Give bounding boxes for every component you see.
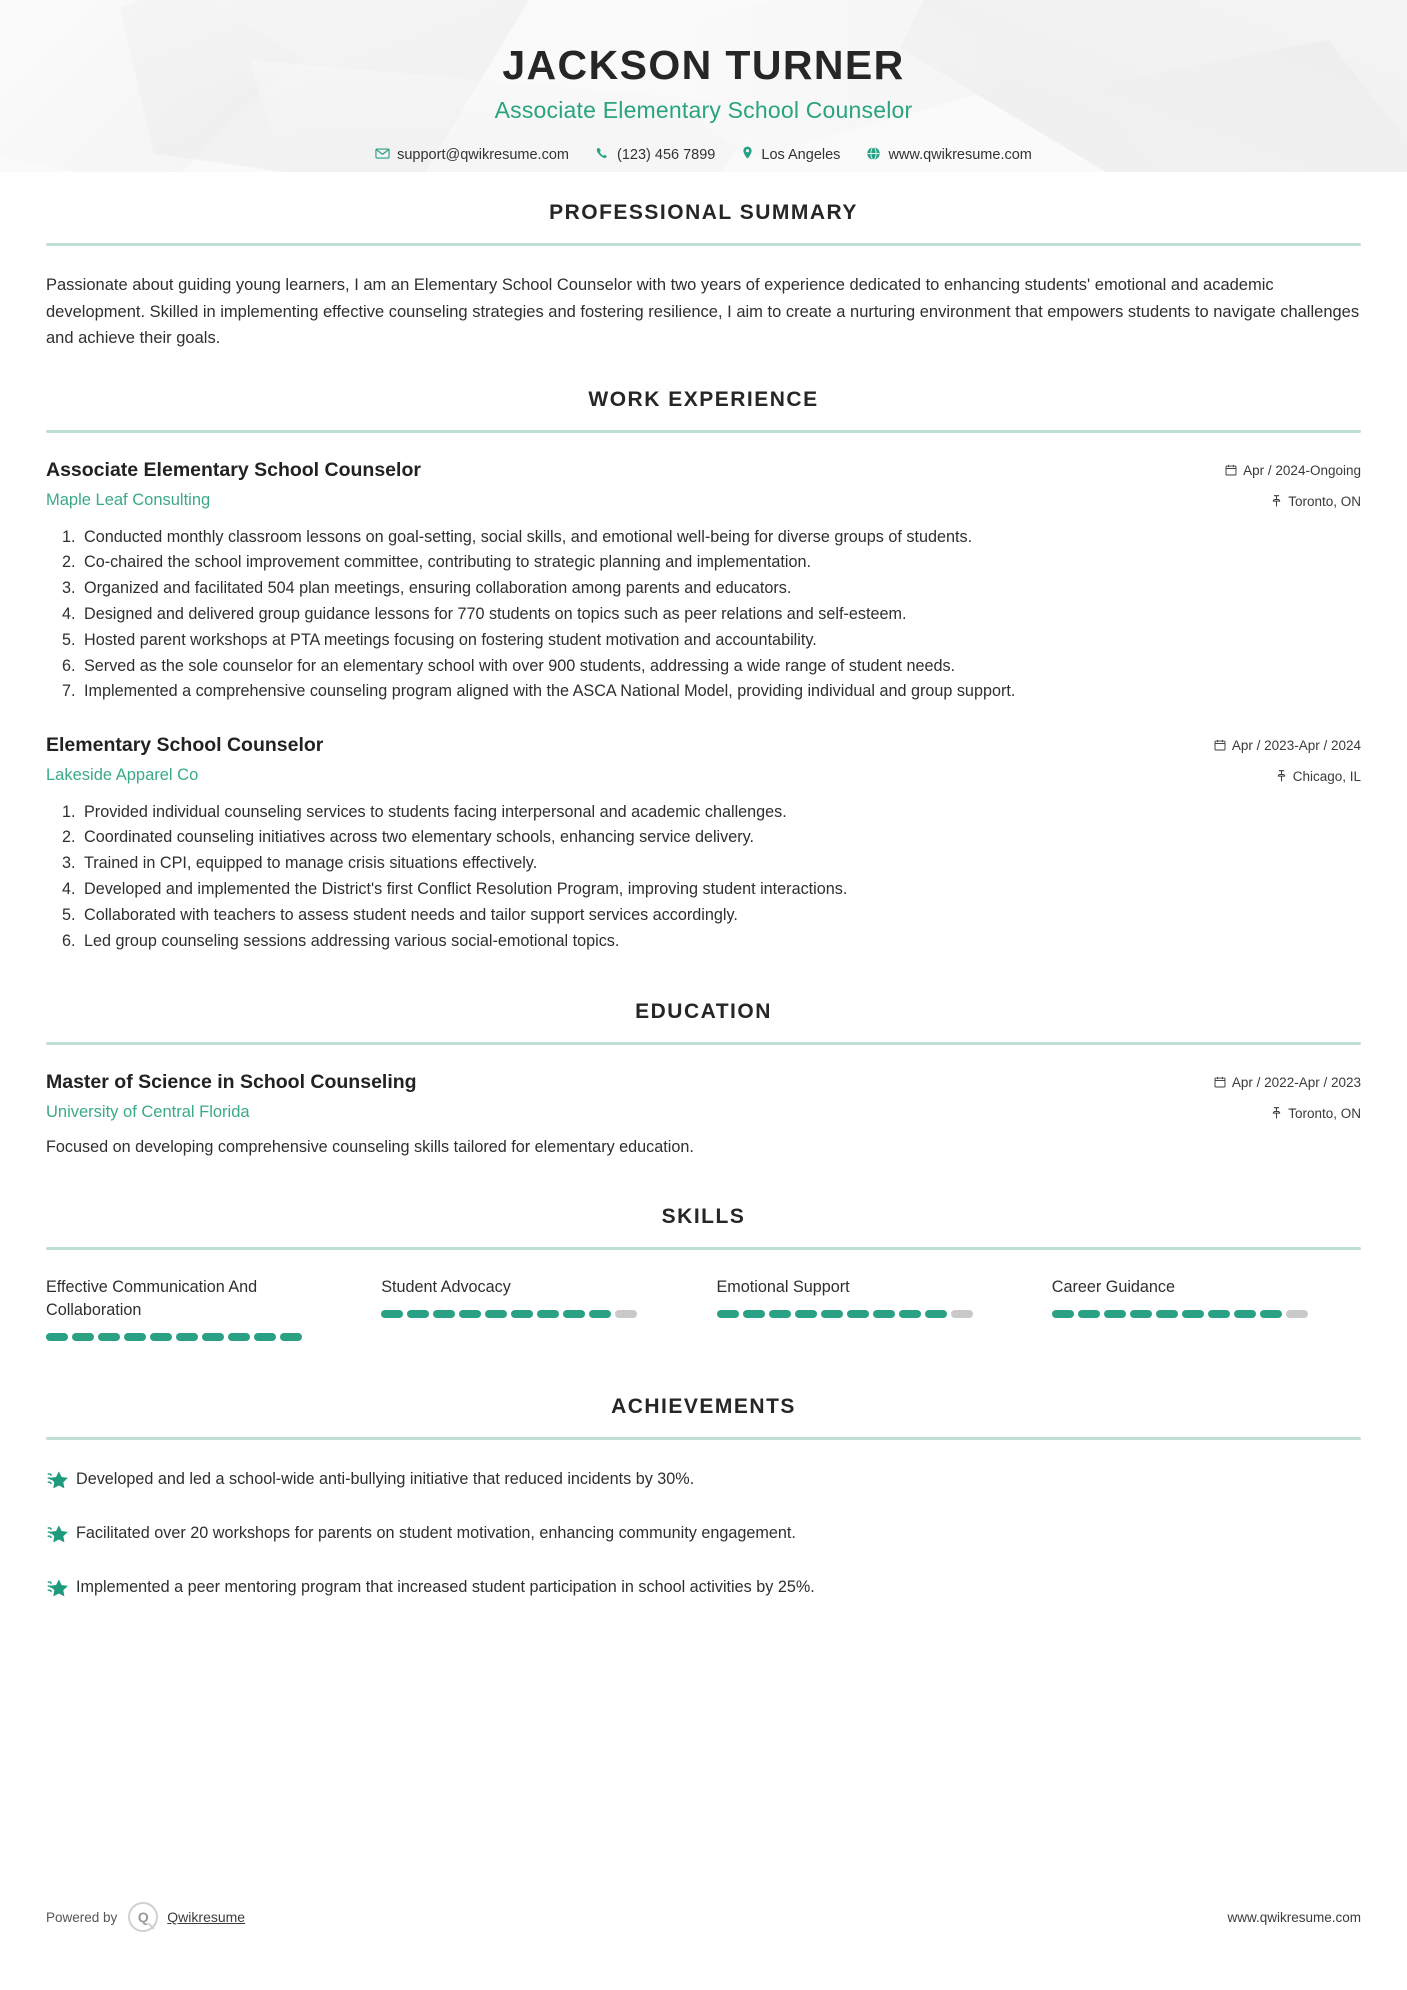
- resume-body: [0, 201, 1407, 1603]
- work-bullet: 5. Collaborated with teachers to assess student needs and tailor support services accordingly.: [80, 904, 1361, 928]
- education-dates-row: [1214, 1075, 1361, 1092]
- skill-item: [717, 1276, 1026, 1340]
- education-dates: Apr / 2022-Apr / 2023: [1231, 1074, 1361, 1090]
- skill-segment-empty: [615, 1310, 637, 1318]
- education-location: Toronto, ON: [1288, 1105, 1361, 1121]
- section-divider: [46, 1042, 1361, 1045]
- work-bullet: 4. Developed and implemented the District's first Conflict Resolution Program, improving student interactions.: [80, 878, 1361, 902]
- skill-label: Student Advocacy: [381, 1278, 511, 1297]
- skill-label: Effective Communication And Collaboration: [46, 1278, 258, 1319]
- skill-segment-filled: [795, 1310, 817, 1318]
- contact-email-text: support@qwikresume.com: [397, 147, 569, 164]
- skill-segment-filled: [769, 1310, 791, 1318]
- work-dates-row: [1225, 463, 1361, 480]
- skill-segment-filled: [176, 1333, 198, 1341]
- skill-segment-filled: [563, 1310, 585, 1318]
- section-title-work: WORK EXPERIENCE: [588, 388, 819, 412]
- pin-icon: [1271, 1107, 1282, 1123]
- section-work-experience: [46, 388, 1361, 953]
- work-dates: Apr / 2024-Ongoing: [1243, 463, 1361, 479]
- work-entry: [46, 459, 1361, 704]
- skill-segment-filled: [228, 1333, 250, 1341]
- work-entry-meta: [1214, 734, 1361, 786]
- work-dates: Apr / 2023-Apr / 2024: [1231, 738, 1361, 754]
- skill-item: [46, 1276, 355, 1340]
- work-location-row: [1214, 769, 1361, 786]
- star-badge-icon: [46, 1576, 76, 1604]
- skill-segment-filled: [1208, 1310, 1230, 1318]
- skill-segment-filled: [1104, 1310, 1126, 1318]
- skill-segment-filled: [46, 1333, 68, 1341]
- work-bullet: 2. Co-chaired the school improvement committee, contributing to strategic planning and implementation.: [80, 551, 1361, 575]
- section-title-education: EDUCATION: [635, 999, 772, 1023]
- skill-segment-filled: [1182, 1310, 1204, 1318]
- calendar-icon: [1225, 464, 1237, 480]
- skill-segment-filled: [899, 1310, 921, 1318]
- calendar-icon: [1214, 739, 1226, 755]
- section-professional-summary: [46, 201, 1361, 352]
- contact-location[interactable]: [741, 146, 840, 165]
- section-achievements: [46, 1395, 1361, 1604]
- skill-segment-filled: [511, 1310, 533, 1318]
- work-bullet: 1. Conducted monthly classroom lessons on goal-setting, social skills, and emotional well-being for diverse groups of students.: [80, 526, 1361, 550]
- work-bullet-list: [46, 801, 1361, 954]
- contact-location-text: Los Angeles: [761, 147, 841, 164]
- skill-segment-filled: [1130, 1310, 1152, 1318]
- achievement-text: Facilitated over 20 workshops for parents on student motivation, enhancing community engagement.: [76, 1523, 796, 1542]
- education-entry-header: [46, 1071, 1361, 1123]
- skill-rating-bar: [717, 1310, 1026, 1318]
- section-divider: [46, 243, 1361, 246]
- work-entry-header: [46, 734, 1361, 786]
- work-entry-left: [46, 459, 421, 510]
- skill-rating-bar: [1052, 1310, 1361, 1318]
- skill-item: [381, 1276, 690, 1340]
- skill-segment-filled: [821, 1310, 843, 1318]
- skill-segment-filled: [1052, 1310, 1074, 1318]
- work-role: Associate Elementary School Counselor: [46, 459, 421, 482]
- calendar-icon: [1214, 1076, 1226, 1092]
- powered-by-label: Powered by: [46, 1909, 118, 1925]
- candidate-name: JACKSON TURNER: [502, 42, 905, 88]
- achievement-list: [46, 1468, 1361, 1604]
- section-education: [46, 1000, 1361, 1160]
- achievement-item: [46, 1468, 1361, 1496]
- skill-segment-filled: [1078, 1310, 1100, 1318]
- education-entry-left: [46, 1071, 417, 1122]
- work-bullet-list: [46, 526, 1361, 705]
- pin-icon: [1276, 770, 1287, 786]
- skill-segment-filled: [537, 1310, 559, 1318]
- location-icon: [741, 146, 754, 165]
- education-description: Focused on developing comprehensive counseling skills tailored for elementary education.: [46, 1137, 694, 1156]
- work-location-row: [1225, 494, 1361, 511]
- skill-segment-filled: [743, 1310, 765, 1318]
- work-entry-left: [46, 734, 323, 785]
- work-bullet: 2. Coordinated counseling initiatives across two elementary schools, enhancing service delivery.: [80, 826, 1361, 850]
- phone-icon: [595, 146, 610, 165]
- work-entry: [46, 734, 1361, 953]
- skill-segment-filled: [459, 1310, 481, 1318]
- skill-segment-filled: [150, 1333, 172, 1341]
- globe-icon: [866, 146, 881, 165]
- contact-website-text: www.qwikresume.com: [888, 147, 1032, 164]
- skill-segment-filled: [717, 1310, 739, 1318]
- pin-icon: [1271, 495, 1282, 511]
- candidate-job-title: Associate Elementary School Counselor: [494, 97, 913, 124]
- work-bullet: 3. Trained in CPI, equipped to manage crisis situations effectively.: [80, 852, 1361, 876]
- skill-segment-filled: [433, 1310, 455, 1318]
- work-location: Chicago, IL: [1292, 769, 1361, 785]
- skill-segment-empty: [1286, 1310, 1308, 1318]
- contact-website[interactable]: [866, 146, 1031, 165]
- work-location: Toronto, ON: [1288, 494, 1361, 510]
- summary-text: Passionate about guiding young learners, I am an Elementary School Counselor with two years of experience dedicated to enhancing students' emotional and academic development. Skilled in implementing effective counseling strategies and fostering resilience, I aim to create a nurturing environment that empowers students to navigate challenges and achieve their goals.: [46, 276, 1360, 348]
- skill-segment-filled: [381, 1310, 403, 1318]
- work-dates-row: [1214, 738, 1361, 755]
- work-bullet: 7. Implemented a comprehensive counseling program aligned with the ASCA National Model, providing individual and group support.: [80, 680, 1361, 704]
- skill-segment-filled: [202, 1333, 224, 1341]
- star-badge-icon: [46, 1468, 76, 1496]
- work-bullet: 4. Designed and delivered group guidance lessons for 770 students on topics such as peer relations and self-esteem.: [80, 603, 1361, 627]
- skill-segment-filled: [589, 1310, 611, 1318]
- skill-segment-filled: [847, 1310, 869, 1318]
- skill-label: Emotional Support: [716, 1278, 850, 1297]
- skill-segment-filled: [485, 1310, 507, 1318]
- work-bullet: 3. Organized and facilitated 504 plan meetings, ensuring collaboration among parents and educators.: [80, 577, 1361, 601]
- section-title-achievements: ACHIEVEMENTS: [611, 1394, 796, 1418]
- achievement-text: Implemented a peer mentoring program that increased student participation in school activities by 25%.: [76, 1577, 815, 1596]
- education-entry: [46, 1071, 1361, 1160]
- achievement-item: [46, 1576, 1361, 1604]
- section-divider: [46, 1247, 1361, 1250]
- skill-rating-bar: [46, 1333, 355, 1341]
- skill-segment-filled: [98, 1333, 120, 1341]
- work-organization: Maple Leaf Consulting: [46, 491, 211, 510]
- skills-grid: [46, 1276, 1361, 1340]
- email-icon: [375, 146, 390, 165]
- contact-phone-text: (123) 456 7899: [617, 147, 716, 164]
- skill-segment-filled: [1156, 1310, 1178, 1318]
- section-divider: [46, 430, 1361, 433]
- skill-segment-filled: [925, 1310, 947, 1318]
- achievement-item: [46, 1522, 1361, 1550]
- skill-segment-filled: [124, 1333, 146, 1341]
- work-bullet: 6. Led group counseling sessions addressing various social-emotional topics.: [80, 930, 1361, 954]
- powered-by: [46, 1902, 245, 1932]
- work-bullet: 5. Hosted parent workshops at PTA meetings focusing on fostering student motivation and accountability.: [80, 629, 1361, 653]
- section-skills: [46, 1205, 1361, 1340]
- work-entry-meta: [1225, 459, 1361, 511]
- work-bullet: 6. Served as the sole counselor for an elementary school with over 900 students, addressing a wide range of student needs.: [80, 655, 1361, 679]
- section-divider: [46, 1437, 1361, 1440]
- education-location-row: [1214, 1106, 1361, 1123]
- brand-link[interactable]: Qwikresume: [167, 1909, 246, 1925]
- work-entry-header: [46, 459, 1361, 511]
- skill-segment-filled: [280, 1333, 302, 1341]
- contact-bar: [0, 146, 1407, 165]
- education-degree: Master of Science in School Counseling: [46, 1070, 417, 1093]
- education-entry-meta: [1214, 1071, 1361, 1123]
- work-organization: Lakeside Apparel Co: [46, 766, 199, 785]
- page-footer: [46, 1902, 1361, 1932]
- star-badge-icon: [46, 1522, 76, 1550]
- skill-segment-filled: [873, 1310, 895, 1318]
- qwikresume-logo-icon: Q: [128, 1902, 158, 1932]
- education-school: University of Central Florida: [46, 1102, 250, 1121]
- skill-segment-empty: [951, 1310, 973, 1318]
- contact-phone[interactable]: [595, 146, 715, 165]
- work-role: Elementary School Counselor: [46, 734, 324, 757]
- skill-segment-filled: [1234, 1310, 1256, 1318]
- skill-rating-bar: [381, 1310, 690, 1318]
- skill-segment-filled: [72, 1333, 94, 1341]
- skill-label: Career Guidance: [1051, 1278, 1176, 1297]
- section-title-summary: PROFESSIONAL SUMMARY: [549, 201, 858, 225]
- skill-segment-filled: [254, 1333, 276, 1341]
- footer-url[interactable]: www.qwikresume.com: [1227, 1909, 1361, 1925]
- section-title-skills: SKILLS: [661, 1205, 746, 1229]
- contact-email[interactable]: [375, 146, 569, 165]
- skill-segment-filled: [407, 1310, 429, 1318]
- skill-segment-filled: [1260, 1310, 1282, 1318]
- achievement-text: Developed and led a school-wide anti-bullying initiative that reduced incidents by 30%.: [76, 1469, 695, 1488]
- work-bullet: 1. Provided individual counseling services to students facing interpersonal and academic challenges.: [80, 801, 1361, 825]
- skill-item: [1052, 1276, 1361, 1340]
